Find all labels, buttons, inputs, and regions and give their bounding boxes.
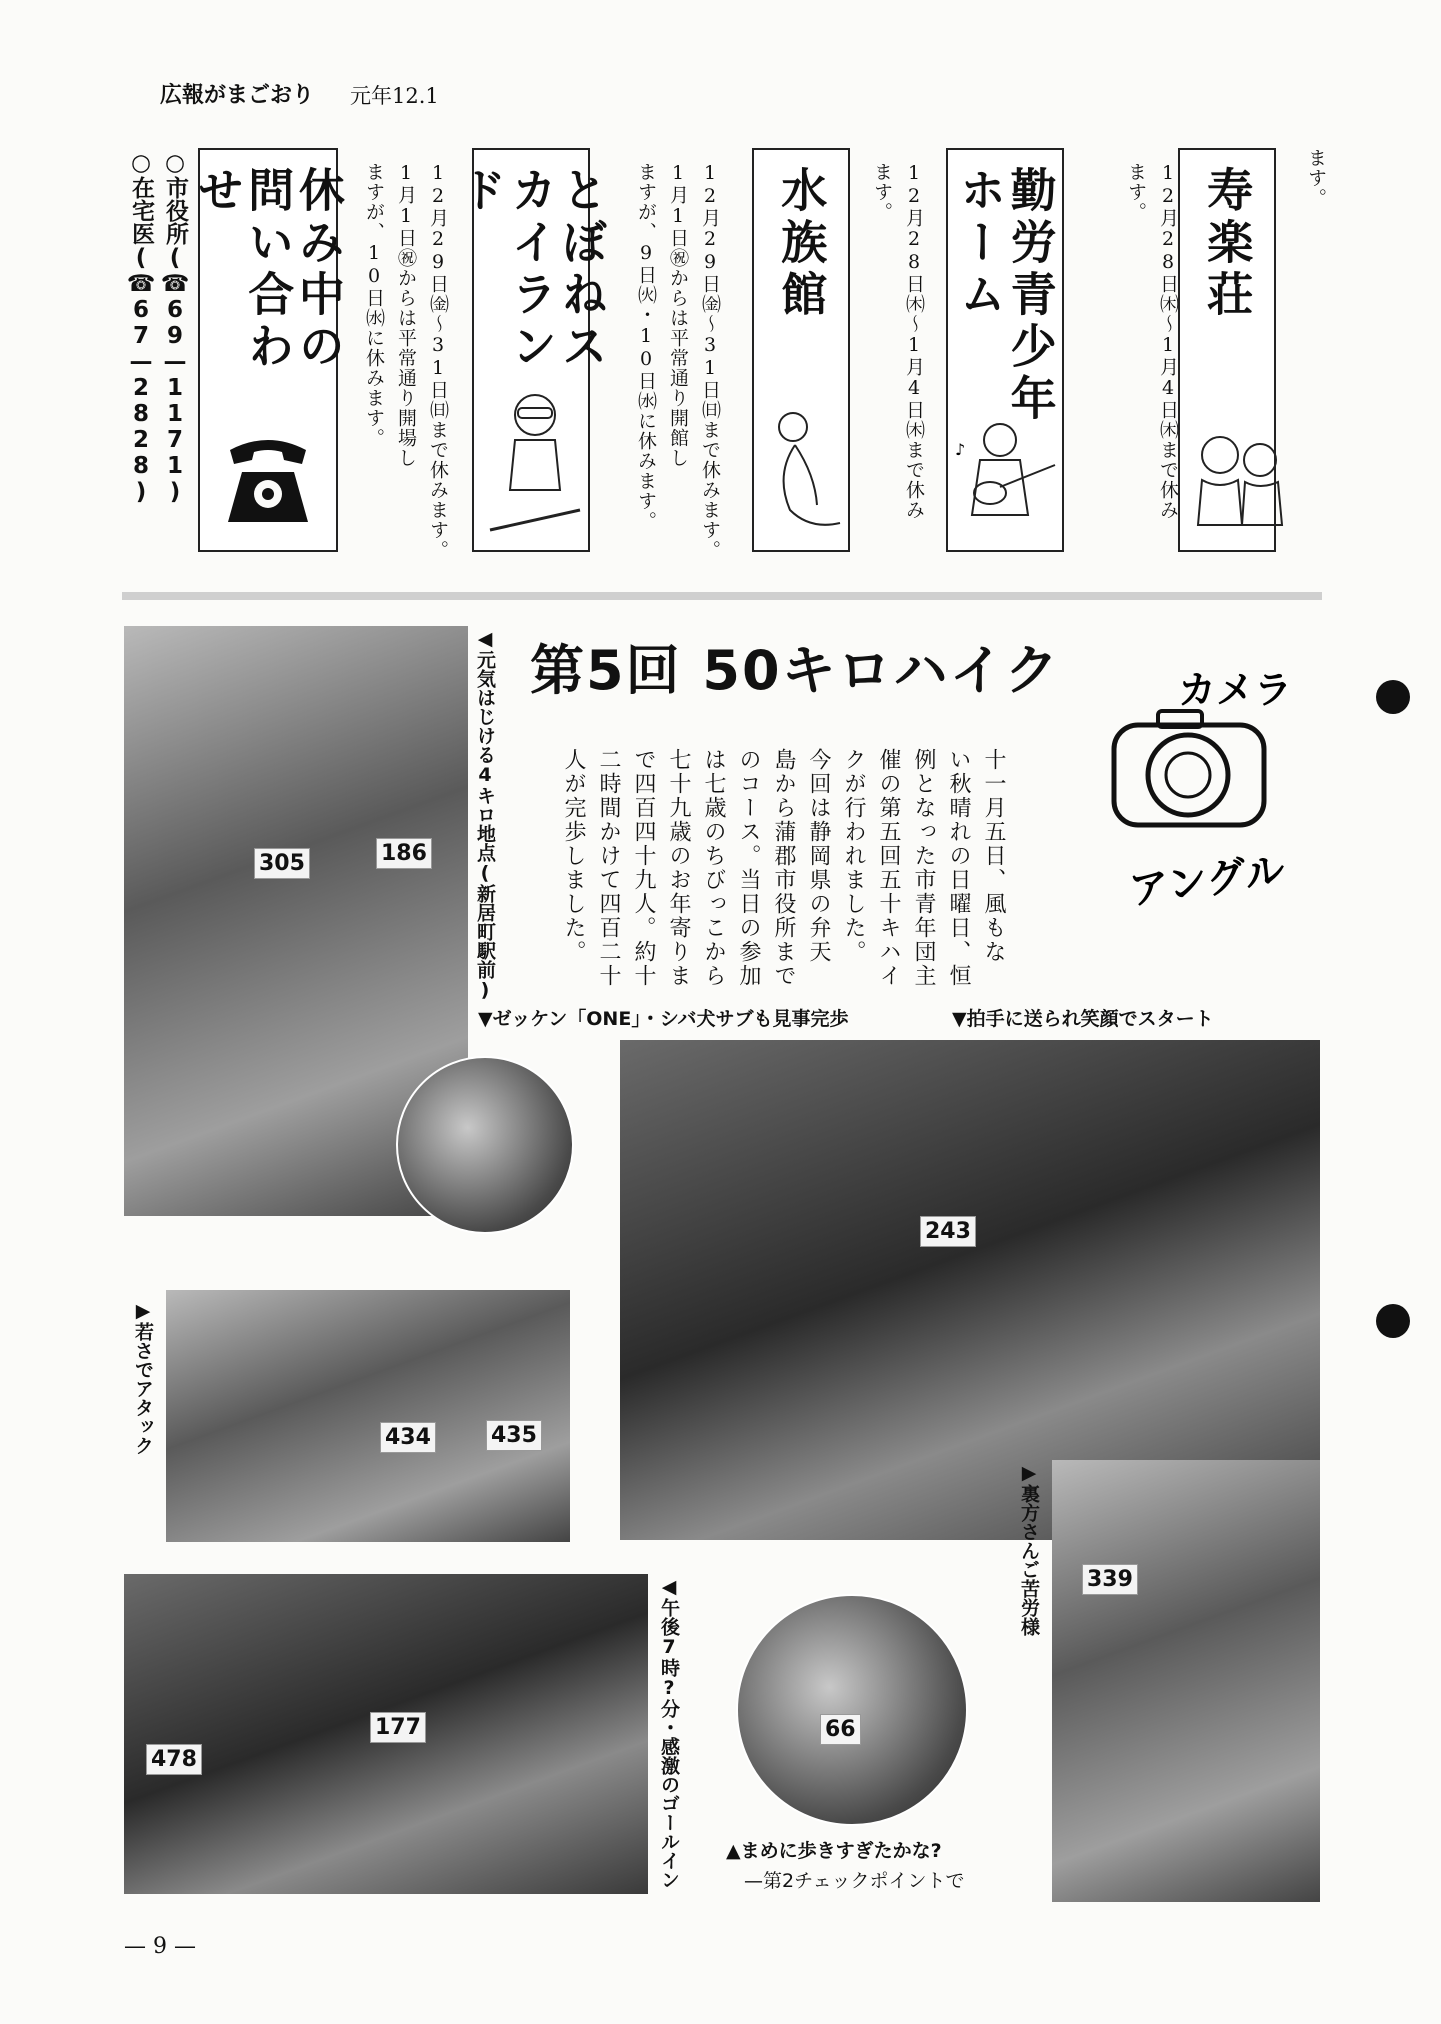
inquiry-line-city-hall: ○市役所(☎69—1171) bbox=[162, 150, 188, 505]
logo-line-angle: アングル bbox=[1126, 847, 1288, 915]
inquiry-contacts bbox=[124, 150, 192, 550]
notice-line: 12月29日㈮〜31日㈰まで休みます。 bbox=[427, 162, 449, 560]
notice-line: 12月28日㈭〜1月4日㈭まで休み bbox=[1157, 162, 1179, 520]
bib-number: 66 bbox=[820, 1714, 861, 1745]
photo-youth bbox=[166, 1290, 570, 1542]
guitar-player-illustration bbox=[950, 415, 1060, 525]
bib-number: 177 bbox=[370, 1712, 426, 1743]
caption-start: ▼拍手に送られ笑顔でスタート bbox=[952, 1008, 1214, 1030]
inquiry-line-home-doctor: ○在宅医(☎67—2828) bbox=[128, 150, 154, 505]
body-line: で四百四十九人。約十 bbox=[631, 748, 656, 988]
logo-line-camera: カメラ bbox=[1178, 668, 1293, 712]
photo-goal bbox=[124, 1574, 648, 1894]
section-divider bbox=[122, 592, 1322, 600]
notice-suizoku-text bbox=[630, 162, 726, 562]
notice-tobone-title: とぼねスカイランド bbox=[453, 166, 609, 374]
caption-goal: ◀午後7時?分・感激のゴールイン bbox=[658, 1576, 680, 1889]
article-body bbox=[556, 748, 1011, 1048]
photo-resting-circle bbox=[736, 1594, 968, 1826]
notice-kinro-text bbox=[866, 162, 930, 562]
inquiry-title: 休み中の問い合わせ bbox=[190, 166, 346, 374]
notice-line: 1月1日㊗からは平常通り開館し bbox=[667, 162, 689, 468]
body-line: のコース。当日の参加 bbox=[736, 748, 761, 988]
caption-dog: ▼ゼッケン「ONE」・シバ犬サブも見事完歩 bbox=[478, 1008, 849, 1030]
bib-number: 478 bbox=[146, 1744, 202, 1775]
bib-number: 186 bbox=[376, 838, 432, 869]
telephone-icon bbox=[222, 430, 314, 526]
notice-line: ます。 bbox=[871, 162, 893, 222]
bib-number: 435 bbox=[486, 1420, 542, 1451]
binding-hole bbox=[1376, 1304, 1410, 1338]
notice-line: 12月28日㈭〜1月4日㈭まで休み bbox=[903, 162, 925, 520]
elderly-couple-illustration bbox=[1190, 420, 1290, 530]
bib-number: 434 bbox=[380, 1422, 436, 1453]
notice-line: ます。 bbox=[1125, 162, 1147, 222]
body-line: 今回は静岡県の弁天 bbox=[806, 748, 831, 964]
notice-kotobuki-title: 寿楽荘 bbox=[1200, 166, 1255, 322]
body-line: 十一月五日、風もな bbox=[981, 748, 1006, 964]
bib-number: 243 bbox=[920, 1216, 976, 1247]
article-title: 第5回 50キロハイク bbox=[530, 639, 1061, 702]
binding-hole bbox=[1376, 680, 1410, 714]
photo-dog-circle bbox=[396, 1056, 574, 1234]
body-line: 人が完歩しました。 bbox=[561, 748, 586, 964]
caption-resting: ▲まめに歩きすぎたかな? bbox=[726, 1840, 942, 1862]
bib-number: 339 bbox=[1082, 1564, 1138, 1595]
body-line: 例となった市青年団主 bbox=[911, 748, 936, 988]
camera-angle-logo bbox=[1108, 655, 1318, 925]
sea-lion-illustration bbox=[755, 405, 850, 535]
svg-text:♪: ♪ bbox=[955, 440, 966, 459]
continued-text: ます。 bbox=[1305, 148, 1327, 208]
page-number: — 9 — bbox=[124, 1934, 196, 1959]
skier-illustration bbox=[480, 380, 590, 540]
notice-line: ますが、10日㈬に休みます。 bbox=[363, 162, 385, 448]
body-line: クが行われました。 bbox=[841, 748, 866, 964]
notice-tobone-text bbox=[358, 162, 454, 562]
body-line: 二時間かけて四百二十 bbox=[596, 748, 621, 988]
notice-line: 12月29日㈮〜31日㈰まで休みます。 bbox=[699, 162, 721, 560]
notice-line: ますが、9日㈫・10日㈬に休みます。 bbox=[635, 162, 657, 531]
caption-youth: ▶若さでアタック bbox=[132, 1300, 154, 1455]
body-line: は七歳のちびっこから bbox=[701, 748, 726, 988]
bib-number: 305 bbox=[254, 848, 310, 879]
body-line: 催の第五回五十キハイ bbox=[876, 748, 901, 988]
publication-name: 広報がまごおり bbox=[160, 83, 315, 108]
notice-kinro-title: 勤労青少年ホーム bbox=[953, 166, 1058, 426]
notice-kotobuki-text bbox=[1120, 162, 1184, 562]
body-line: 七十九歳のお年寄りま bbox=[666, 748, 691, 988]
caption-helpers: ▶裏方さんご苦労様 bbox=[1018, 1462, 1040, 1636]
body-line: い秋晴れの日曜日、恒 bbox=[946, 748, 971, 988]
issue-date: 元年12.1 bbox=[350, 84, 439, 108]
caption-4km: ◀元気はじける4キロ地点(新居町駅前) bbox=[474, 628, 496, 1001]
notice-suizoku-title: 水族館 bbox=[774, 166, 829, 322]
notice-line: 1月1日㊗からは平常通り開場し bbox=[395, 162, 417, 468]
body-line: 島から蒲郡市役所まで bbox=[771, 748, 796, 988]
photo-helpers bbox=[1052, 1460, 1320, 1902]
caption-resting-sub: —第2チェックポイントで bbox=[744, 1870, 965, 1892]
